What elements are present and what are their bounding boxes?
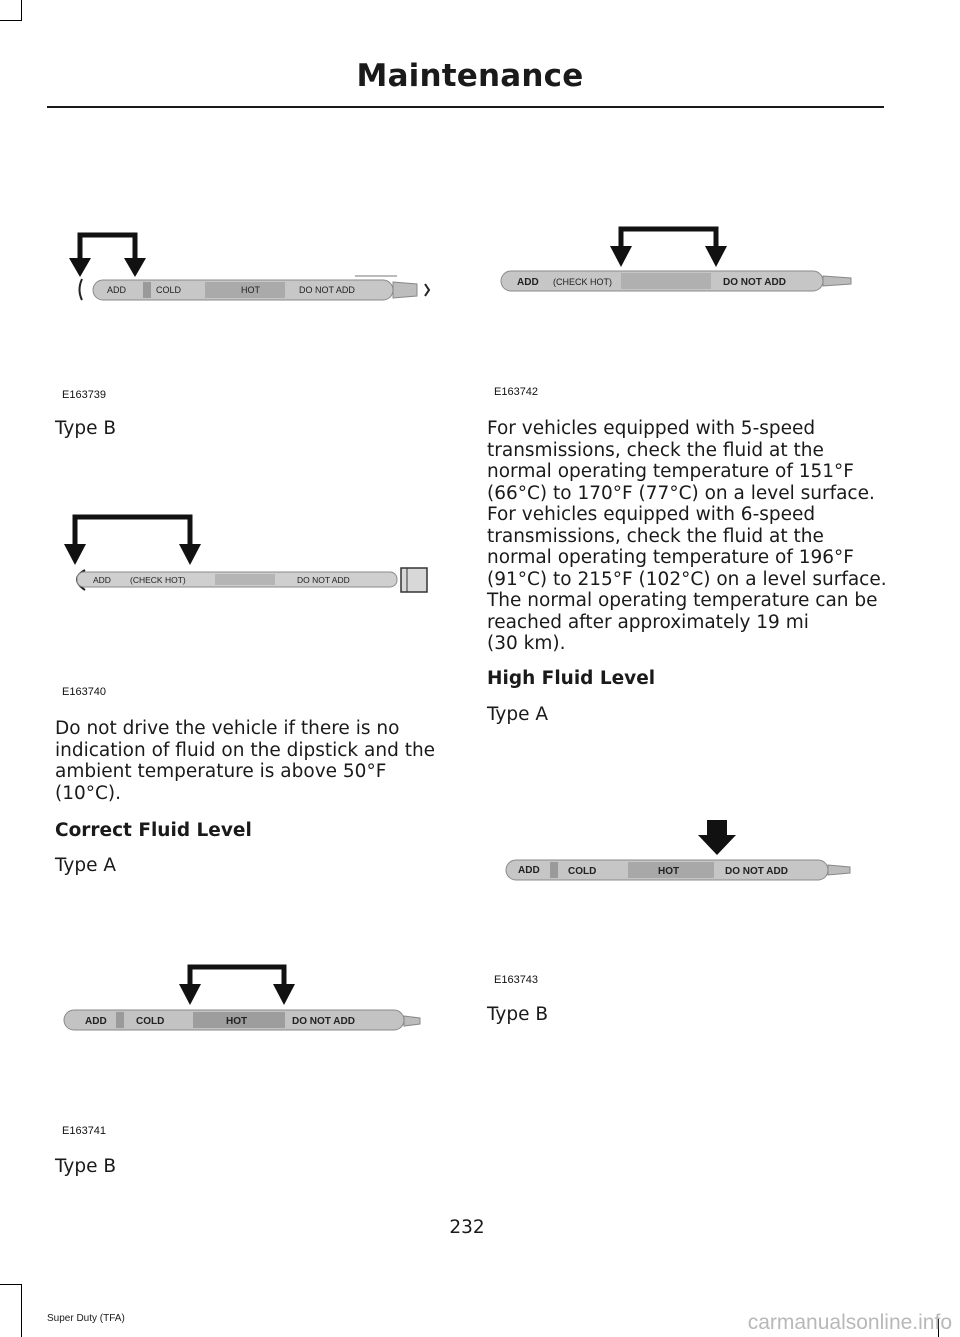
dipstick-label: (CHECK HOT): [130, 575, 186, 585]
text-line: indication of fluid on the dipstick and the: [55, 739, 436, 761]
figure-code: E163739: [62, 389, 107, 401]
text-line: transmissions, check the fluid at the: [487, 439, 824, 461]
figure-code: E163741: [62, 1125, 107, 1137]
text-line: (66°C) to 170°F (77°C) on a level surface.: [487, 482, 875, 504]
page-title: Maintenance: [356, 58, 584, 94]
dipstick-label: DO NOT ADD: [299, 285, 355, 295]
range-arrow-icon: [69, 235, 146, 277]
range-arrow-icon: [179, 967, 295, 1005]
dipstick-figure-e163743: [500, 815, 860, 895]
dipstick-figure-e163739: [55, 228, 445, 308]
crop-mark: [21, 1284, 22, 1337]
dipstick-label: DO NOT ADD: [725, 866, 788, 877]
text-line: normal operating temperature of 151°F: [487, 461, 854, 482]
watermark: carmanualsonline.info: [747, 1311, 952, 1334]
dipstick-label: ADD: [93, 575, 111, 585]
figure-code: E163740: [62, 686, 107, 698]
figure-code: E163742: [494, 386, 539, 398]
book-title: Super Duty (TFA): [47, 1313, 125, 1324]
dipstick-label: ADD: [517, 277, 539, 288]
dipstick-label: HOT: [226, 1016, 248, 1027]
dipstick-figure-e163742: [495, 222, 865, 302]
text-line: For vehicles equipped with 5-speed: [487, 418, 816, 439]
text-line: For vehicles equipped with 6-speed: [487, 504, 816, 525]
page-number: 232: [449, 1217, 485, 1238]
dipstick-label: ADD: [518, 865, 540, 876]
range-arrow-icon: [64, 517, 201, 565]
crop-mark: [0, 1284, 22, 1285]
temperature-paragraph: [487, 418, 887, 655]
dipstick-label: HOT: [241, 285, 260, 295]
text-line: (30 km).: [487, 633, 566, 654]
section-heading: High Fluid Level: [487, 668, 656, 689]
dipstick-label: ADD: [85, 1016, 107, 1027]
type-label: Type B: [55, 1156, 117, 1177]
dipstick-label: COLD: [156, 285, 182, 295]
text-line: (10°C).: [55, 782, 122, 804]
figure-code: E163743: [494, 974, 539, 986]
dipstick-label: COLD: [568, 866, 597, 877]
dipstick-label: DO NOT ADD: [297, 575, 350, 585]
dipstick-figure-e163741: [60, 960, 430, 1040]
header-rule: [47, 106, 884, 108]
dipstick-label: DO NOT ADD: [292, 1016, 355, 1027]
down-arrow-icon: [698, 820, 736, 855]
dipstick-label: HOT: [658, 866, 680, 877]
dipstick-label: DO NOT ADD: [723, 277, 786, 288]
dipstick-label: COLD: [136, 1016, 165, 1027]
type-label: Type A: [55, 855, 117, 876]
warning-paragraph: [55, 718, 450, 804]
text-line: transmissions, check the fluid at the: [487, 525, 824, 547]
text-line: (91°C) to 215°F (102°C) on a level surface.: [487, 568, 887, 590]
type-label: Type B: [55, 418, 117, 439]
text-line: The normal operating temperature can be: [487, 590, 878, 611]
text-line: normal operating temperature of 196°F: [487, 547, 854, 568]
section-heading: Correct Fluid Level: [55, 820, 252, 841]
text-line: reached after approximately 19 mi: [487, 611, 809, 633]
dipstick-label: (CHECK HOT): [553, 277, 612, 287]
type-label: Type A: [487, 704, 549, 725]
type-label: Type B: [487, 1004, 549, 1025]
dipstick-label: ADD: [107, 285, 127, 295]
crop-mark: [0, 20, 22, 21]
crop-mark: [21, 0, 22, 21]
text-line: Do not drive the vehicle if there is no: [55, 718, 400, 739]
range-arrow-icon: [610, 229, 727, 267]
dipstick-figure-e163740: [55, 510, 435, 600]
text-line: ambient temperature is above 50°F: [55, 761, 387, 782]
